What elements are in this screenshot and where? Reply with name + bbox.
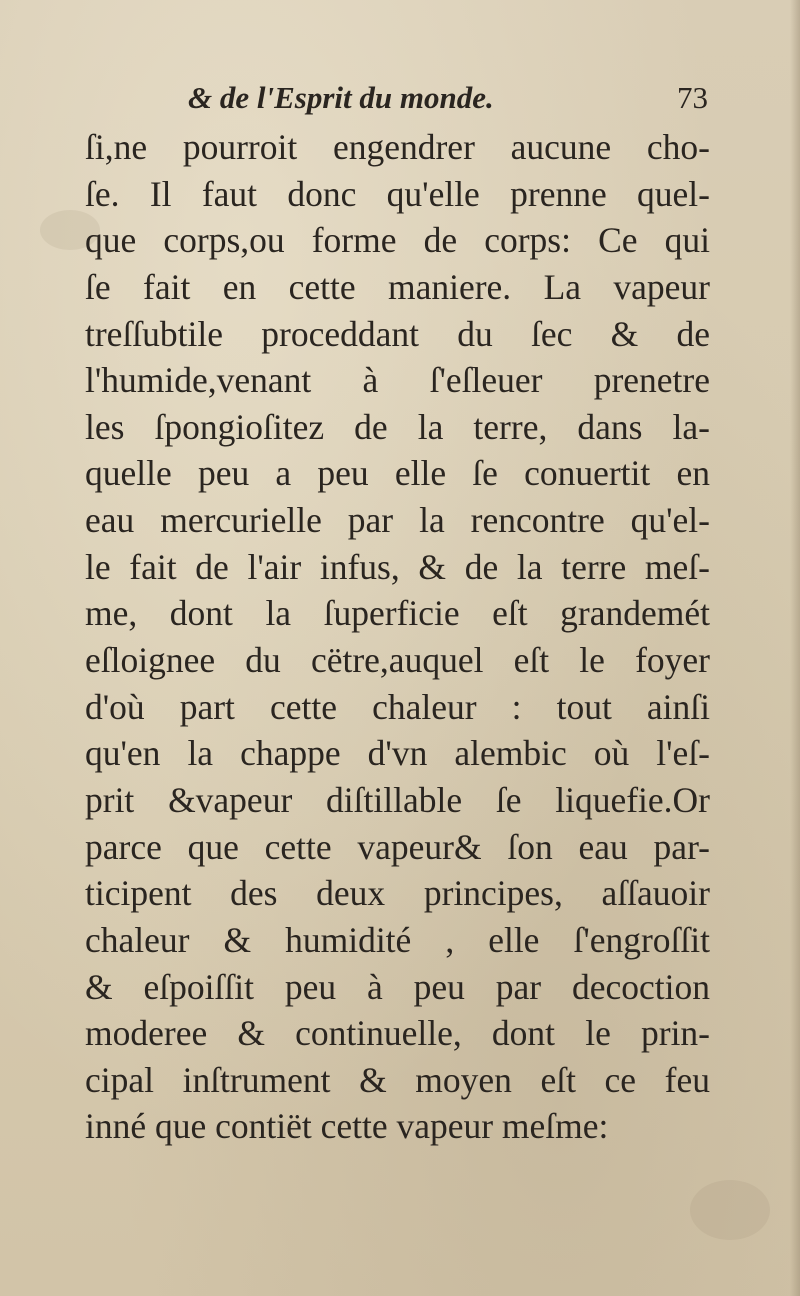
text-line: les ſpongioſitez de la terre, dans la- (85, 406, 710, 447)
text-line: d'où part cette chaleur : tout ainſi (85, 686, 710, 727)
text-line: l'humide,venant à ſ'eſleuer prenetre (85, 360, 710, 401)
text-line: ſi,ne pourroit engendrer aucune cho- (85, 127, 710, 167)
text-line: moderee & continuelle, dont le prin- (85, 1013, 710, 1054)
text-line: que corps,ou forme de corps: Ce qui (85, 220, 710, 261)
body-text (85, 124, 710, 1150)
text-line: & eſpoiſſit peu à peu par decoction (85, 966, 710, 1007)
text-line: ſe. Il faut donc qu'elle prenne quel- (85, 173, 710, 214)
text-line: ticipent des deux principes, aſſauoir (85, 873, 710, 914)
page-number: 73 (677, 80, 708, 115)
text-line: ſe fait en cette maniere. La vapeur (85, 266, 710, 307)
paper-stain (690, 1180, 770, 1240)
text-line: parce que cette vapeur& ſon eau par- (85, 826, 710, 867)
text-line: me, dont la ſuperficie eſt grandemét (85, 593, 710, 634)
text-line: quelle peu a peu elle ſe conuertit en (85, 453, 710, 494)
text-line: treſſubtile proceddant du ſec & de (85, 313, 710, 354)
text-line: chaleur & humidité , elle ſ'engroſſit (85, 919, 710, 960)
text-line: le fait de l'air infus, & de la terre meſ- (85, 546, 710, 587)
running-head (188, 78, 708, 118)
text-line: prit &vapeur diſtillable ſe liquefie.Or (85, 779, 710, 820)
text-line: cipal inſtrument & moyen eſt ce feu (85, 1059, 710, 1100)
running-title: & de l'Esprit du monde. (188, 80, 494, 115)
text-line: qu'en la chappe d'vn alembic où l'eſ- (85, 733, 710, 774)
text-line: eau mercurielle par la rencontre qu'el- (85, 500, 710, 541)
text-line: eſloignee du cëtre,auquel eſt le foyer (85, 640, 710, 681)
text-line: inné que contiët cette vapeur meſme: (85, 1106, 609, 1147)
